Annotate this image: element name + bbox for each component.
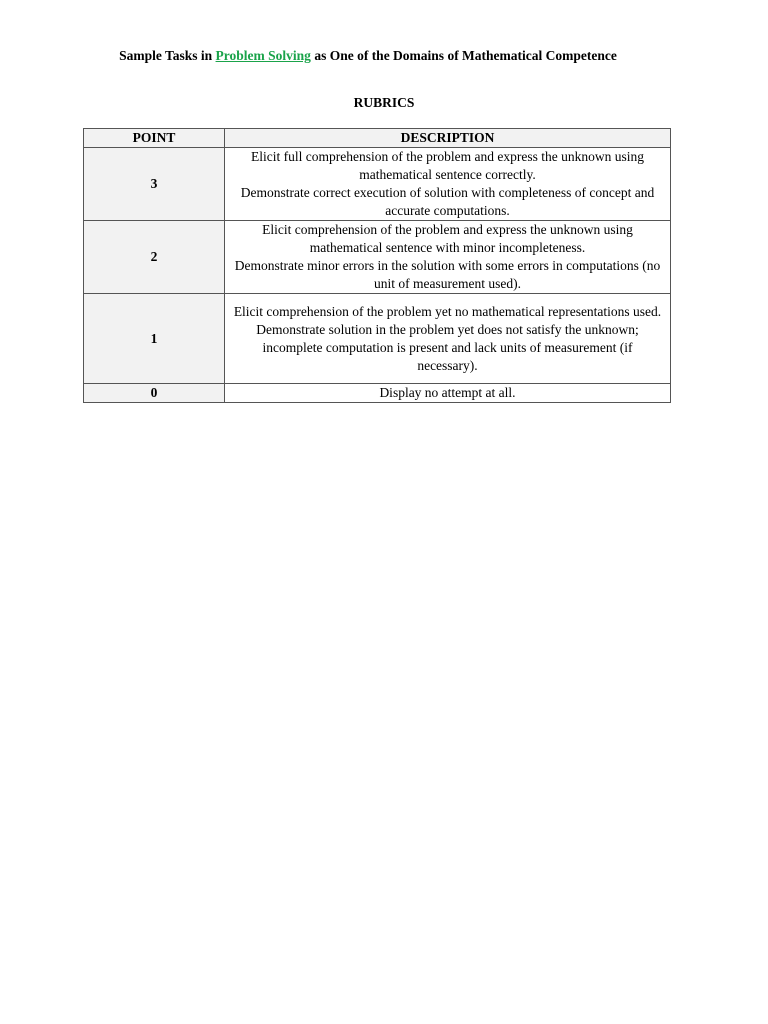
description-line: Demonstrate minor errors in the solution with some errors in computations (no unit of measurement used).: [234, 258, 661, 291]
point-cell: 2: [84, 221, 225, 294]
table-row: [84, 148, 671, 221]
rubrics-table: [83, 128, 671, 403]
description-line: Elicit comprehension of the problem and express the unknown using mathematical sentence with minor incompleteness.: [262, 222, 633, 255]
table-row: [84, 294, 671, 384]
description-line: Elicit full comprehension of the problem and express the unknown using mathematical sentence correctly.: [251, 149, 644, 182]
title-suffix: as One of the Domains of Mathematical Competence: [314, 48, 617, 63]
table-header-row: [84, 129, 671, 148]
description-cell: [225, 294, 671, 384]
point-cell: 1: [84, 294, 225, 384]
description-line: Demonstrate solution in the problem yet does not satisfy the unknown; incomplete computation is present and lack units of measurement (if necessary).: [256, 321, 639, 373]
description-cell: [225, 148, 671, 221]
description-line: Display no attempt at all.: [379, 385, 516, 400]
description-cell: [225, 384, 671, 403]
document-title: [0, 47, 736, 65]
table-row: [84, 221, 671, 294]
table-row: [84, 384, 671, 403]
title-prefix: Sample Tasks in: [119, 48, 213, 63]
rubrics-heading: RUBRICS: [353, 95, 415, 110]
problem-solving-link[interactable]: Problem Solving: [215, 48, 311, 63]
description-line: Demonstrate correct execution of solution with completeness of concept and accurate computations.: [240, 185, 655, 218]
description-column-header: DESCRIPTION: [225, 129, 671, 148]
point-column-header: POINT: [84, 129, 225, 148]
description-cell: [225, 221, 671, 294]
point-cell: 3: [84, 148, 225, 221]
description-line: Elicit comprehension of the problem yet no mathematical representations used.: [233, 303, 662, 319]
point-cell: 0: [84, 384, 225, 403]
